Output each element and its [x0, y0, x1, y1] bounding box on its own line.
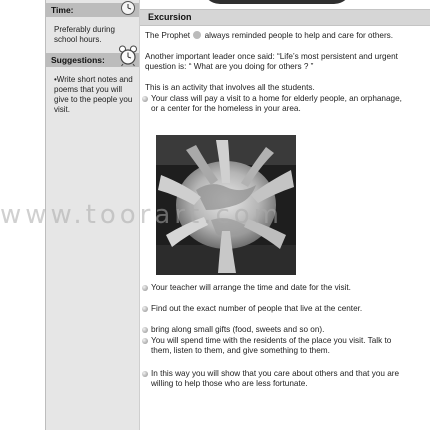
- grey-bullet-icon: [142, 285, 148, 291]
- grey-bullet-icon: [142, 96, 148, 102]
- hands-on-globe-photo: [156, 135, 296, 275]
- grey-bullet-icon: [142, 371, 148, 377]
- grey-bullet-icon: [142, 306, 148, 312]
- list-item: [142, 94, 402, 114]
- header-decoration: [202, 0, 352, 4]
- list-item-text: Your teacher will arrange the time and date for the visit.: [151, 283, 351, 292]
- time-text: Preferably during school hours.: [54, 25, 115, 44]
- page-margin: [0, 0, 45, 430]
- list-item: [142, 336, 402, 356]
- suggestions-heading: Suggestions:: [46, 53, 139, 67]
- list-item-text: bring along small gifts (food, sweets and so on).: [151, 325, 325, 334]
- grey-bullet-icon: [142, 338, 148, 344]
- sidebar: [45, 0, 140, 430]
- section-title: Excursion: [140, 9, 430, 26]
- paragraph-prophet: [145, 31, 410, 41]
- list-item: [142, 283, 402, 293]
- grey-bullet-icon: [142, 327, 148, 333]
- prophet-symbol-icon: [193, 31, 201, 39]
- paragraph-quote: Another important leader once said: “Life’s most persistent and urgent question is: “ What are you doing for others ? ”: [145, 52, 398, 71]
- alarm-clock-icon: [118, 45, 138, 67]
- list-item-text: In this way you will show that you care about others and that you are willing to help those who are less fortunate.: [151, 369, 400, 388]
- watermark: www.toorart.com: [0, 200, 283, 230]
- suggestions-text: •Write short notes and poems that you will give to the people you visit.: [54, 75, 133, 114]
- list-item-text: Your class will pay a visit to a home for elderly people, an orphanage, or a center for the homeless in your area.: [151, 94, 402, 113]
- prophet-text-b: always reminded people to help and care for others.: [204, 31, 394, 40]
- list-item: [142, 304, 402, 314]
- list-item-text: You will spend time with the residents of the place you visit. Talk to them, listen to them, and give something to them.: [151, 336, 392, 355]
- time-heading: Time:: [46, 3, 139, 17]
- prophet-text-a: The Prophet: [145, 31, 191, 40]
- list-item: [142, 325, 402, 335]
- list-item: [142, 369, 402, 389]
- clock-icon: [120, 0, 136, 16]
- main-content: [140, 0, 430, 430]
- paragraph-activity: This is an activity that involves all the students.: [145, 83, 315, 92]
- list-item-text: Find out the exact number of people that live at the center.: [151, 304, 363, 313]
